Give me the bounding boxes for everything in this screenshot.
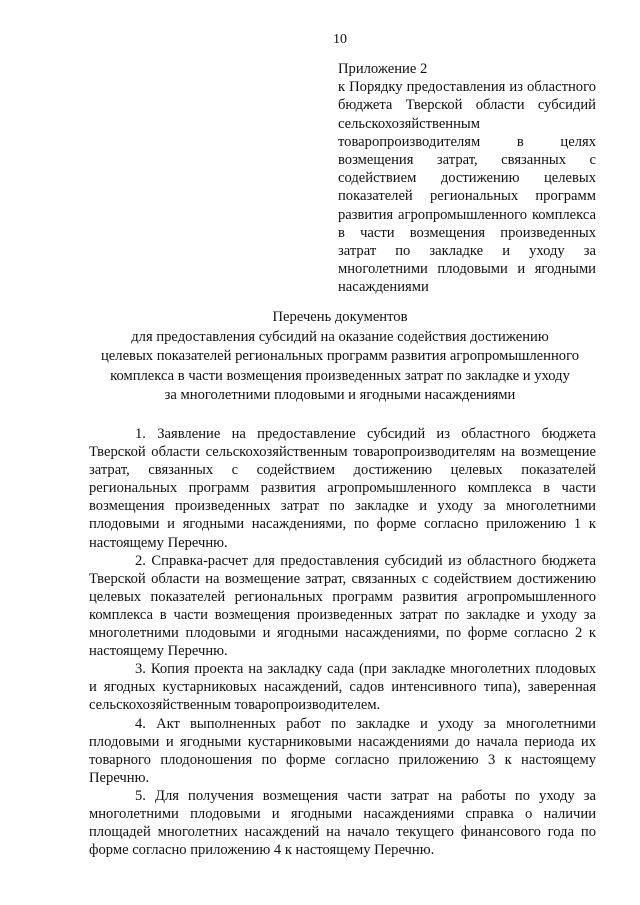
list-item-1: 1. Заявление на предоставление субсидий из областного бюджета Тверской области сельскохозяйственным товаропроизводителям на возмещение затрат, связанных с содействием достижению целевых показателей региональных программ развития агропромышленного комплекса в части возмещения произведенных затрат по закладке и уходу за многолетними плодовыми и ягодными насаждениями, по форме согласно приложению 1 к настоящему Перечню.: [89, 426, 596, 551]
list-item-2: 2. Справка-расчет для предоставления субсидий из областного бюджета Тверской области на возмещение затрат, связанных с содействием достижению целевых показателей региональных программ развития агропромышленного комплекса в части возмещения произведенных затрат по закладке и уходу за многолетними плодовыми и ягодными насаждениями, по форме согласно 2 к настоящему Перечню.: [89, 552, 596, 660]
document-title-line-1: Перечень документов: [272, 309, 408, 325]
list-item-4: 4. Акт выполненных работ по закладке и уходу за многолетними плодовыми и ягодными кустарниковыми насаждениями до начала периода их товарного плодоношения по форме согласно приложению 3 к настоящему Перечню.: [89, 715, 596, 786]
document-title-line-5: за многолетними плодовыми и ягодными насаждениями: [164, 387, 516, 403]
document-body: [89, 425, 596, 859]
page-number: 10: [333, 32, 347, 47]
document-title-line-4: комплекса в части возмещения произведенных затрат по закладке и уходу: [110, 367, 570, 384]
appendix-block: [338, 60, 596, 297]
appendix-title: Приложение 2: [338, 61, 428, 77]
list-item-3: 3. Копия проекта на закладку сада (при закладке многолетних плодовых и ягодных кустарниковых насаждений, садов интенсивного типа), заверенная сельскохозяйственным товаропроизводителем.: [89, 661, 596, 714]
document-title: [80, 308, 600, 406]
document-title-line-2: для предоставления субсидий на оказание содействия достижению: [131, 328, 549, 345]
appendix-text: к Порядку предоставления из областного бюджета Тверской области субсидий сельскохозяйственным товаропроизводителям в целях возмещения затрат, связанных с содействием достижению целевых показателей региональных программ развития агропромышленного комплекса в части возмещения произведенных затрат по закладке и уходу за многолетними плодовыми и ягодными насаждениями: [338, 79, 596, 296]
document-title-line-3: целевых показателей региональных программ развития агропромышленного: [101, 348, 579, 364]
list-item-5: 5. Для получения возмещения части затрат на работы по уходу за многолетними плодовыми и ягодными насаждениями справка о наличии площадей многолетних насаждений на начало текущего финансового года по форме согласно приложению 4 к настоящему Перечню.: [89, 787, 596, 859]
